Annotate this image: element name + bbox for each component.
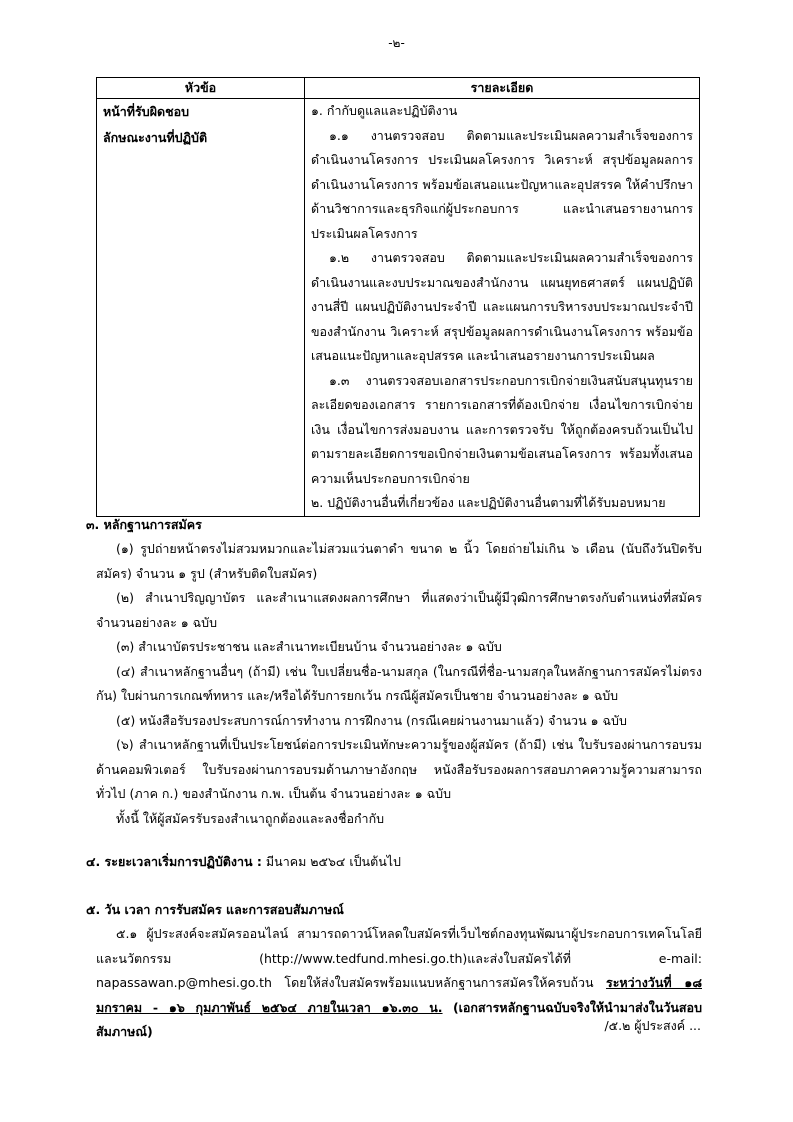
page-number: -๒- (388, 36, 405, 50)
evidence-item-3: (๓) สำเนาบัตรประชาชน และสำเนาทะเบียนบ้าน จำนวนอย่างละ ๑ ฉบับ (116, 639, 502, 654)
evidence-item-4: (๔) สำเนาหลักฐานอื่นๆ (ถ้ามี) เช่น ใบเปลี่ยนชื่อ-นามสกุล (ในกรณีที่ชื่อ-นามสกุลในหลักฐานการสมัครไม่ตรงกัน) ใบผ่านการเกณฑ์ทหาร และ/หรือได้รับการยกเว้น กรณีผู้สมัครเป็นชาย จำนวนอย่างละ ๑ ฉบับ (96, 663, 702, 703)
section-5-1-text: ๕.๑ ผู้ประสงค์จะสมัครออนไลน์ สามารถดาวน์โหลดใบสมัครที่เว็บไซต์กองทุนพัฒนาผู้ประกอบการเทคโนโลยีและนวัตกรรม (http://www.tedfund.mhesi.go.th)และส่งใบสมัครได้ที่ e-mail: napassawan.p@mhesi.go.th โดยให้ส่งใบสมัครพร้อมแนบหลักฐานการสมัครให้ครบถ้วน (96, 926, 702, 990)
continuation-note: /๕.๒ ผู้ประสงค์ ... (604, 1018, 701, 1033)
table-header-detail: รายละเอียด (305, 78, 700, 99)
detail-cell (305, 99, 700, 517)
application-period: ระหว่างวันที่ ๑๘ มกราคม - ๑๖ กุมภาพันธ์ ๒๕๖๔ ภายในเวลา ๑๖.๓๐ น. (96, 975, 702, 1015)
duty-item-1-1: ๑.๑ งานตรวจสอบ ติดตามและประเมินผลความสำเร็จของการดำเนินงานโครงการ ประเมินผลโครงการ วิเคราะห์ สรุปข้อมูลผลการดำเนินงานโครงการ พร้อมข้อเสนอแนะปัญหาและอุปสรรค ให้คำปรึกษาด้านวิชาการและธุรกิจแก่ผู้ประกอบการ และนำเสนอรายงานการประเมินผลโครงการ (311, 127, 693, 241)
section-4 (86, 850, 702, 874)
duty-item-1-2: ๑.๒ งานตรวจสอบ ติดตามและประเมินผลความสำเร็จของการดำเนินงานและงบประมาณของสำนักงาน แผนยุทธศาสตร์ แผนปฏิบัติงานสี่ปี แผนปฏิบัติงานประจำปี และแผนการบริหารงบประมาณประจำปีของสำนักงาน วิเคราะห์ สรุปข้อมูลผลการดำเนินงานโครงการ พร้อมข้อเสนอแนะปัญหาและอุปสรรค และนำเสนอรายงานการประเมินผล (311, 250, 693, 363)
table-row (97, 99, 700, 517)
section-3-title: ๓. หลักฐานการสมัคร (86, 517, 202, 532)
table-header-row (97, 78, 700, 99)
section-5-title: ๕. วัน เวลา การรับสมัคร และการสอบสัมภาษณ์ (86, 902, 344, 917)
duty-item-1: ๑. กำกับดูแลและปฏิบัติงาน (311, 103, 458, 118)
evidence-item-2: (๒) สำเนาปริญญาบัตร และสำเนาแสดงผลการศึกษา ที่แสดงว่าเป็นผู้มีวุฒิการศึกษาตรงกับตำแหน่งที่สมัคร จำนวนอย่างละ ๑ ฉบับ (96, 590, 702, 630)
section-3 (86, 513, 702, 831)
evidence-closing: ทั้งนี้ ให้ผู้สมัครรับรองสำเนาถูกต้องและลงชื่อกำกับ (116, 810, 385, 826)
original-documents-note: (เอกสารหลักฐานฉบับจริงให้นำมาส่งในวันสอบสัมภาษณ์) (96, 999, 702, 1039)
topic-line-2: ลักษณะงานที่ปฏิบัติ (103, 130, 208, 145)
section-4-value: มีนาคม ๒๕๖๔ เป็นต้นไป (265, 854, 401, 869)
duty-item-2: ๒. ปฏิบัติงานอื่นที่เกี่ยวข้อง และปฏิบัติงานอื่นตามที่ได้รับมอบหมาย (311, 495, 666, 510)
duty-table (96, 77, 700, 517)
duty-item-1-3: ๑.๓ งานตรวจสอบเอกสารประกอบการเบิกจ่ายเงินสนับสนุนทุนรายละเอียดของเอกสาร รายการเอกสารที่ต้องเบิกจ่าย เงื่อนไขการเบิกจ่ายเงิน เงื่อนไขการส่งมอบงาน และการตรวจรับ ให้ถูกต้องครบถ้วนเป็นไปตามรายละเอียดการขอเบิกจ่ายเงินตามข้อเสนอโครงการ พร้อมทั้งเสนอความเห็นประกอบการเบิกจ่าย (311, 372, 693, 486)
evidence-item-5: (๕) หนังสือรับรองประสบการณ์การทำงาน การฝึกงาน (กรณีเคยผ่านงานมาแล้ว) จำนวน ๑ ฉบับ (116, 712, 627, 728)
table-header-topic: หัวข้อ (97, 78, 305, 99)
evidence-item-6: (๖) สำเนาหลักฐานที่เป็นประโยชน์ต่อการประเมินทักษะความรู้ของผู้สมัคร (ถ้ามี) เช่น ใบรับรองผ่านการอบรมด้านคอมพิวเตอร์ ใบรับรองผ่านการอบรมด้านภาษาอังกฤษ หนังสือรับรองผลการสอบภาคความรู้ความสามารถทั่วไป (ภาค ก.) ของสำนักงาน ก.พ. เป็นต้น จำนวนอย่างละ ๑ ฉบับ (96, 737, 702, 801)
topic-line-1: หน้าที่รับผิดชอบ (103, 104, 190, 119)
section-4-title: ๔. ระยะเวลาเริ่มการปฏิบัติงาน : (86, 854, 262, 869)
evidence-item-1: (๑) รูปถ่ายหน้าตรงไม่สวมหมวกและไม่สวมแว่นตาดำ ขนาด ๒ นิ้ว โดยถ่ายไม่เกิน ๖ เดือน (นับถึงวันปิดรับสมัคร) จำนวน ๑ รูป (สำหรับติดใบสมัคร) (96, 541, 702, 581)
topic-cell (97, 99, 305, 517)
